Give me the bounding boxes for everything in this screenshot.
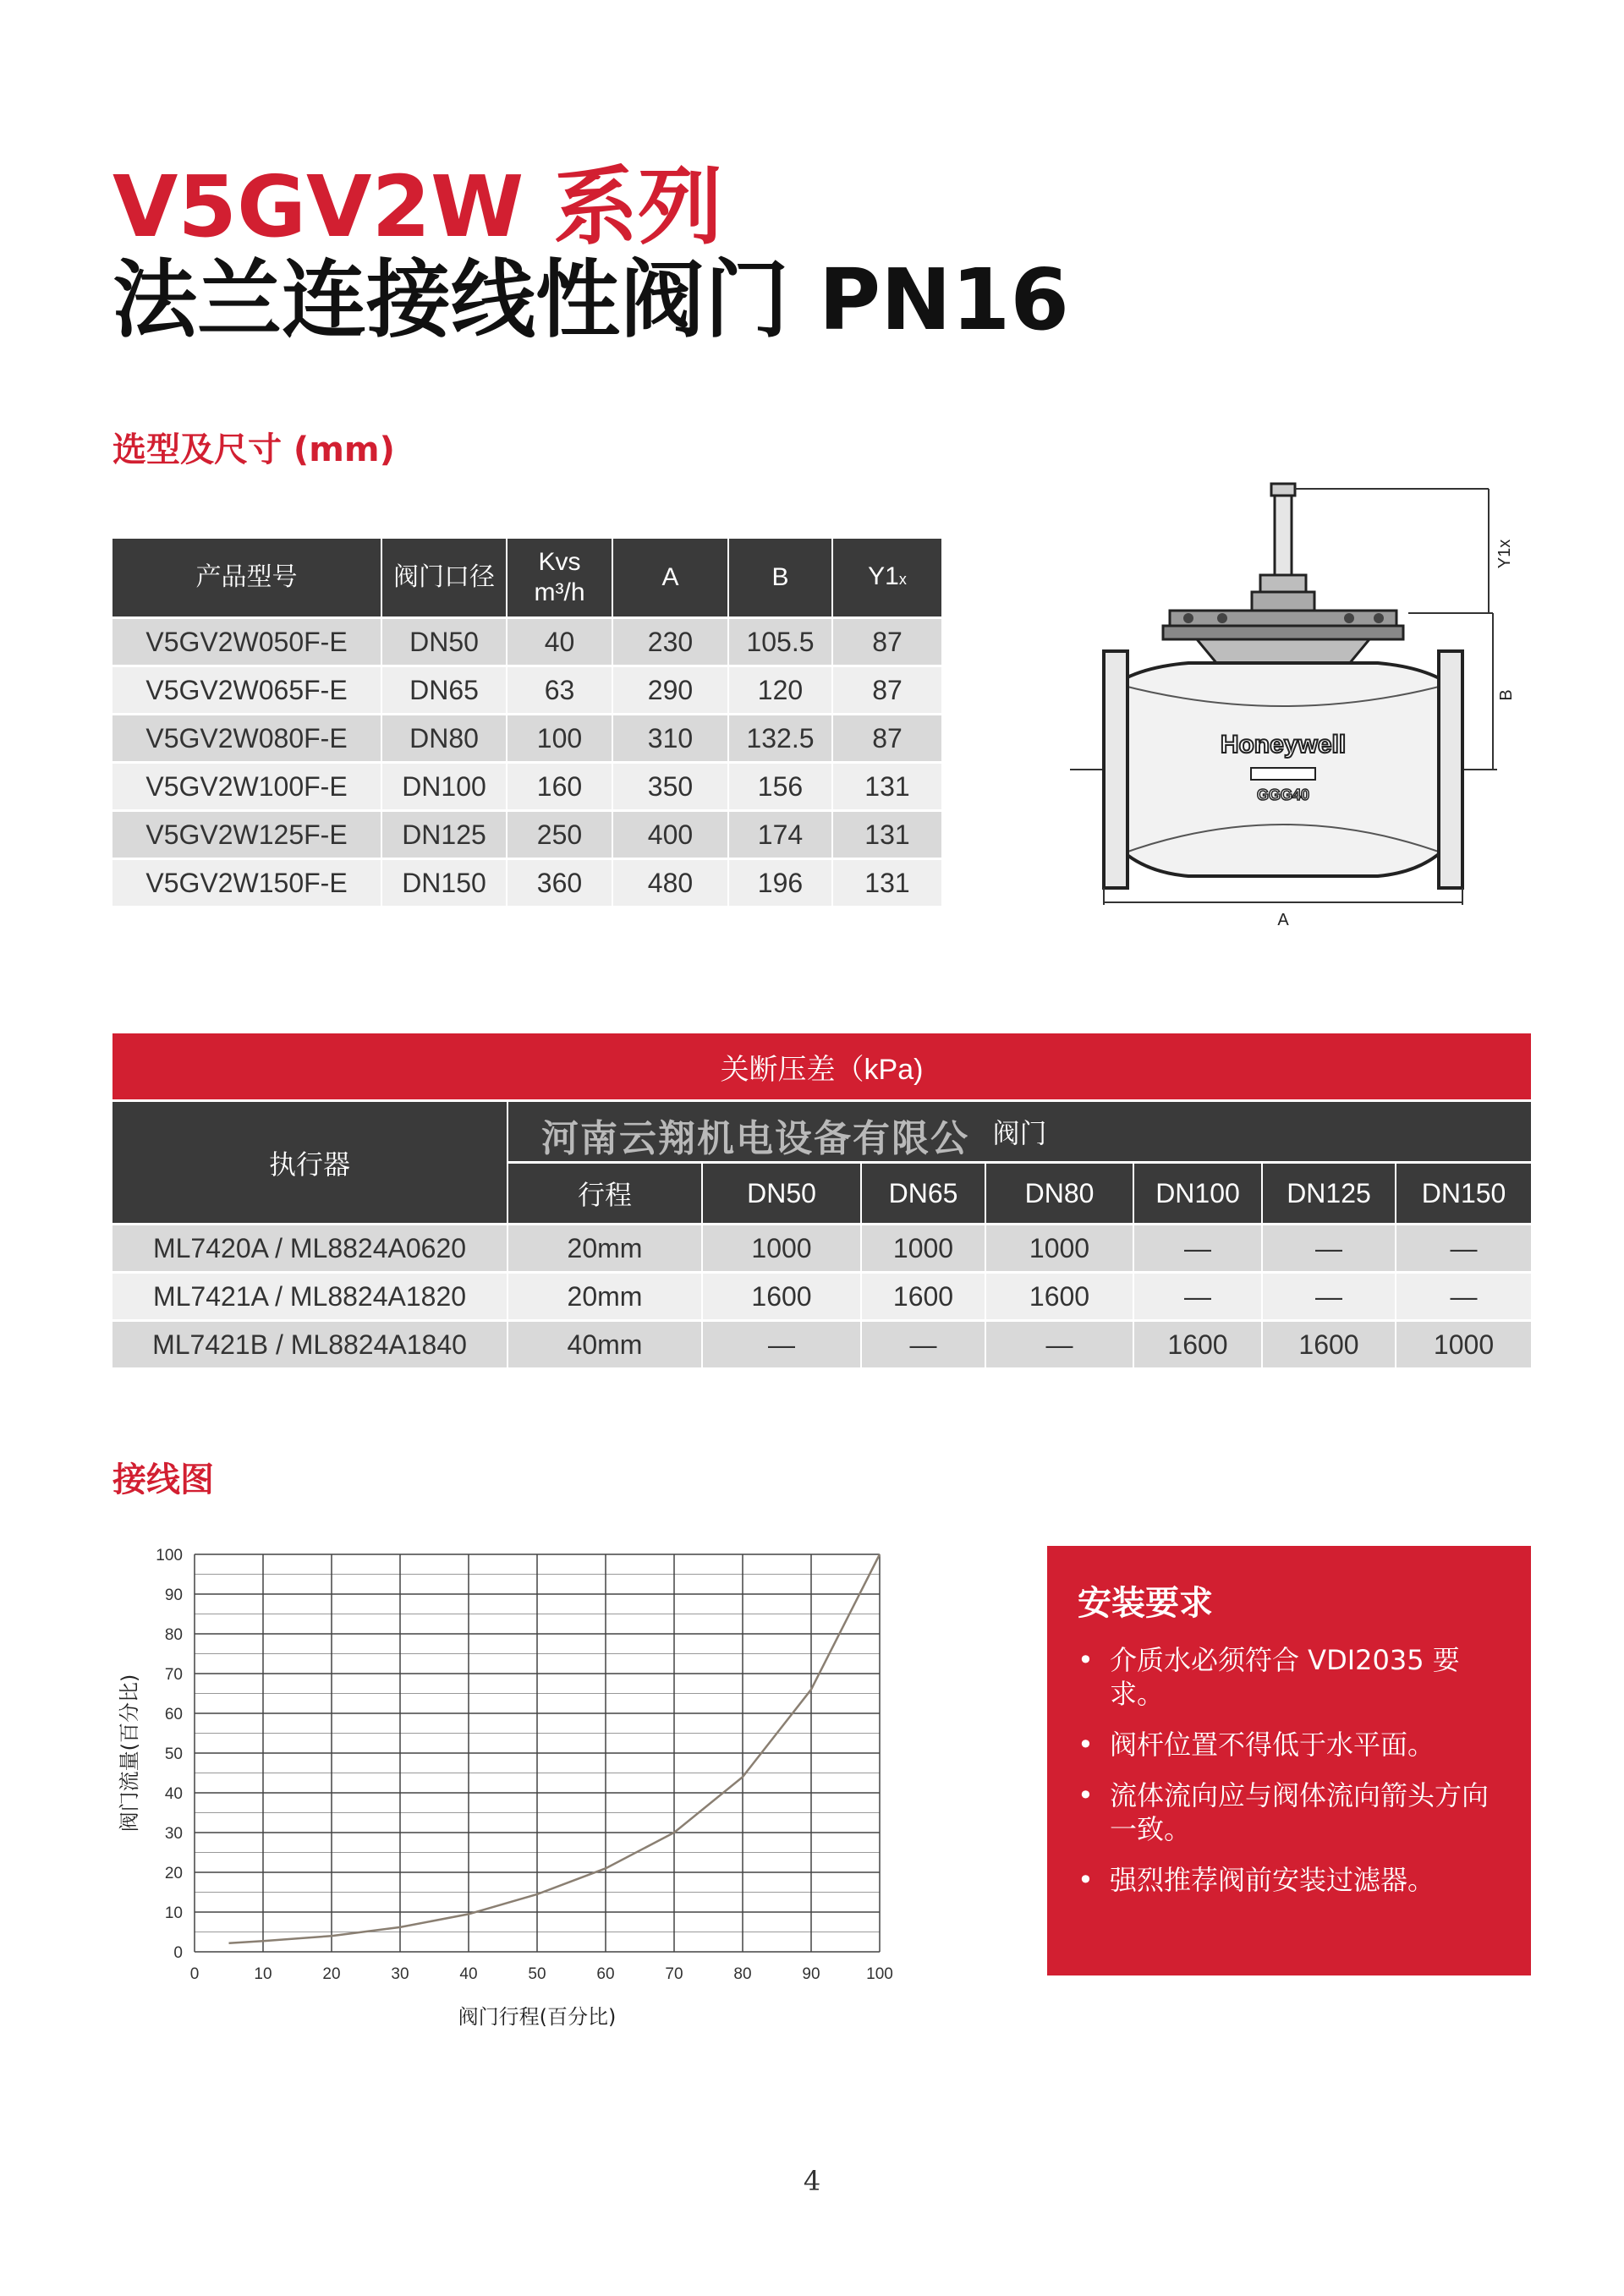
col-dn65: DN65: [861, 1163, 985, 1225]
table-cell: —: [1133, 1225, 1262, 1273]
valve-stem: [1275, 494, 1292, 578]
y-tick-label: 70: [164, 1666, 183, 1684]
table-cell: 1600: [1262, 1321, 1396, 1368]
section-heading-wiring: 接线图: [112, 1460, 214, 1499]
watermark: 河南云翔机电设备有限公: [541, 1117, 969, 1160]
table-cell: 131: [832, 763, 941, 811]
table-cell: 1000: [1396, 1321, 1531, 1368]
table-cell: 350: [612, 763, 728, 811]
closeoff-table: [112, 1033, 1531, 1367]
install-requirements-box: [1047, 1546, 1531, 1975]
table-cell: —: [861, 1321, 985, 1368]
col-b: B: [728, 539, 832, 618]
table-cell: 131: [832, 811, 941, 859]
table-row: [112, 859, 941, 907]
table-cell: ML7421A / ML8824A1820: [112, 1273, 508, 1321]
table-cell: 20mm: [508, 1225, 702, 1273]
table-cell: —: [1133, 1273, 1262, 1321]
y-tick-label: 100: [156, 1547, 183, 1564]
label-b: B: [1497, 689, 1516, 701]
list-item: • 阀杆位置不得低于水平面。: [1078, 1728, 1501, 1762]
table-cell: 1600: [702, 1273, 861, 1321]
table-cell: V5GV2W150F-E: [112, 859, 381, 907]
col-dn100: DN100: [1133, 1163, 1262, 1225]
install-list: [1078, 1643, 1501, 1897]
table-cell: —: [1262, 1273, 1396, 1321]
y-axis-label: 阀门流量(百分比): [118, 1674, 141, 1833]
table-cell: 87: [832, 618, 941, 666]
table-cell: —: [985, 1321, 1133, 1368]
table-cell: V5GV2W050F-E: [112, 618, 381, 666]
x-tick-label: 50: [528, 1965, 546, 1983]
section-heading-selection: 选型及尺寸 (mm): [112, 430, 395, 469]
closeoff-caption: 关断压差（kPa): [112, 1033, 1531, 1101]
col-actuator: 执行器: [112, 1101, 508, 1225]
table-cell: DN150: [381, 859, 507, 907]
x-tick-label: 20: [322, 1965, 341, 1983]
table-cell: —: [702, 1321, 861, 1368]
y-tick-label: 90: [164, 1586, 183, 1604]
table-cell: 290: [612, 666, 728, 715]
y-tick-label: 20: [164, 1865, 183, 1882]
table-cell: 120: [728, 666, 832, 715]
table-row: [112, 1225, 1531, 1273]
y-tick-label: 10: [164, 1904, 183, 1922]
col-kvs: [507, 539, 612, 618]
y-tick-label: 80: [164, 1626, 183, 1644]
table-cell: 1600: [1133, 1321, 1262, 1368]
x-tick-label: 100: [866, 1965, 893, 1983]
table-cell: —: [1396, 1225, 1531, 1273]
table-cell: 1600: [861, 1273, 985, 1321]
label-y1x: Y1x: [1495, 539, 1514, 569]
valve-dimension-diagram: [1070, 474, 1544, 930]
table-cell: 40mm: [508, 1321, 702, 1368]
list-item: • 介质水必须符合 VDI2035 要求。: [1078, 1643, 1501, 1711]
y-tick-label: 30: [164, 1825, 183, 1843]
table-cell: 20mm: [508, 1273, 702, 1321]
x-tick-label: 40: [459, 1965, 478, 1983]
table-cell: ML7420A / ML8824A0620: [112, 1225, 508, 1273]
table-cell: 87: [832, 715, 941, 763]
table-cell: V5GV2W125F-E: [112, 811, 381, 859]
table-cell: 1000: [861, 1225, 985, 1273]
table-cell: 156: [728, 763, 832, 811]
col-dn125: DN125: [1262, 1163, 1396, 1225]
col-stroke: 行程: [508, 1163, 702, 1225]
x-axis-label: 阀门行程(百分比): [458, 2005, 617, 2029]
title-product: 法兰连接线性阀门 PN16: [112, 250, 1069, 349]
col-y1x-label: Y1: [868, 562, 899, 590]
col-y1x-sub: x: [898, 570, 907, 588]
col-dn50: DN50: [702, 1163, 861, 1225]
y-tick-label: 50: [164, 1745, 183, 1763]
flow-characteristic-chart: [106, 1539, 918, 2055]
table-cell: DN125: [381, 811, 507, 859]
col-valve-group: 阀门: [508, 1101, 1531, 1163]
col-y1x: [832, 539, 941, 618]
x-tick-label: 90: [802, 1965, 820, 1983]
table-cell: 360: [507, 859, 612, 907]
table-cell: 480: [612, 859, 728, 907]
x-tick-label: 0: [189, 1965, 200, 1983]
x-tick-label: 70: [665, 1965, 683, 1983]
table-row: [112, 811, 941, 859]
right-flange: [1439, 651, 1462, 888]
table-cell: 160: [507, 763, 612, 811]
honeywell-logo: Honeywell: [1220, 731, 1347, 759]
x-tick-label: 80: [733, 1965, 752, 1983]
table-cell: DN50: [381, 618, 507, 666]
page-number: 4: [803, 2165, 821, 2197]
bonnet-flange: [1170, 611, 1396, 626]
table-cell: V5GV2W080F-E: [112, 715, 381, 763]
list-item: • 流体流向应与阀体流向箭头方向一致。: [1078, 1778, 1501, 1846]
list-item: • 强烈推荐阀前安装过滤器。: [1078, 1863, 1501, 1897]
col-a: A: [612, 539, 728, 618]
table-cell: 400: [612, 811, 728, 859]
col-dn150: DN150: [1396, 1163, 1531, 1225]
col-size: 阀门口径: [381, 539, 507, 618]
col-kvs-label: Kvs: [538, 548, 581, 576]
col-dn80: DN80: [985, 1163, 1133, 1225]
table-cell: 310: [612, 715, 728, 763]
table-cell: —: [1396, 1273, 1531, 1321]
x-tick-label: 60: [596, 1965, 615, 1983]
body-plate-text: GGG40: [1256, 786, 1310, 803]
table-cell: 87: [832, 666, 941, 715]
y-tick-label: 60: [164, 1706, 183, 1723]
selection-table: [112, 539, 941, 906]
table-row: [112, 666, 941, 715]
table-cell: 250: [507, 811, 612, 859]
table-cell: DN80: [381, 715, 507, 763]
table-cell: ML7421B / ML8824A1840: [112, 1321, 508, 1368]
y-tick-label: 40: [164, 1785, 183, 1803]
table-cell: DN100: [381, 763, 507, 811]
selection-table-header: [112, 539, 941, 618]
table-row: [112, 715, 941, 763]
table-cell: DN65: [381, 666, 507, 715]
title-series: V5GV2W 系列: [112, 157, 723, 256]
table-cell: —: [1262, 1225, 1396, 1273]
install-heading: 安装要求: [1078, 1584, 1213, 1623]
table-cell: 1000: [985, 1225, 1133, 1273]
table-row: [112, 1321, 1531, 1368]
table-cell: V5GV2W065F-E: [112, 666, 381, 715]
table-cell: 63: [507, 666, 612, 715]
flow-curve: [229, 1554, 881, 1943]
table-cell: 131: [832, 859, 941, 907]
table-cell: 174: [728, 811, 832, 859]
table-cell: 105.5: [728, 618, 832, 666]
label-a: A: [1277, 911, 1289, 929]
table-cell: 230: [612, 618, 728, 666]
table-cell: 1000: [702, 1225, 861, 1273]
table-row: [112, 1273, 1531, 1321]
table-cell: 196: [728, 859, 832, 907]
col-model: 产品型号: [112, 539, 381, 618]
x-tick-label: 30: [391, 1965, 409, 1983]
table-cell: V5GV2W100F-E: [112, 763, 381, 811]
left-flange: [1104, 651, 1127, 888]
col-kvs-unit: m³/h: [534, 578, 585, 606]
y-tick-label: 0: [173, 1944, 183, 1962]
table-row: [112, 763, 941, 811]
table-cell: 1600: [985, 1273, 1133, 1321]
x-tick-label: 10: [254, 1965, 272, 1983]
table-row: [112, 618, 941, 666]
table-cell: 40: [507, 618, 612, 666]
table-cell: 100: [507, 715, 612, 763]
valve-stem-top: [1271, 484, 1295, 496]
table-cell: 132.5: [728, 715, 832, 763]
